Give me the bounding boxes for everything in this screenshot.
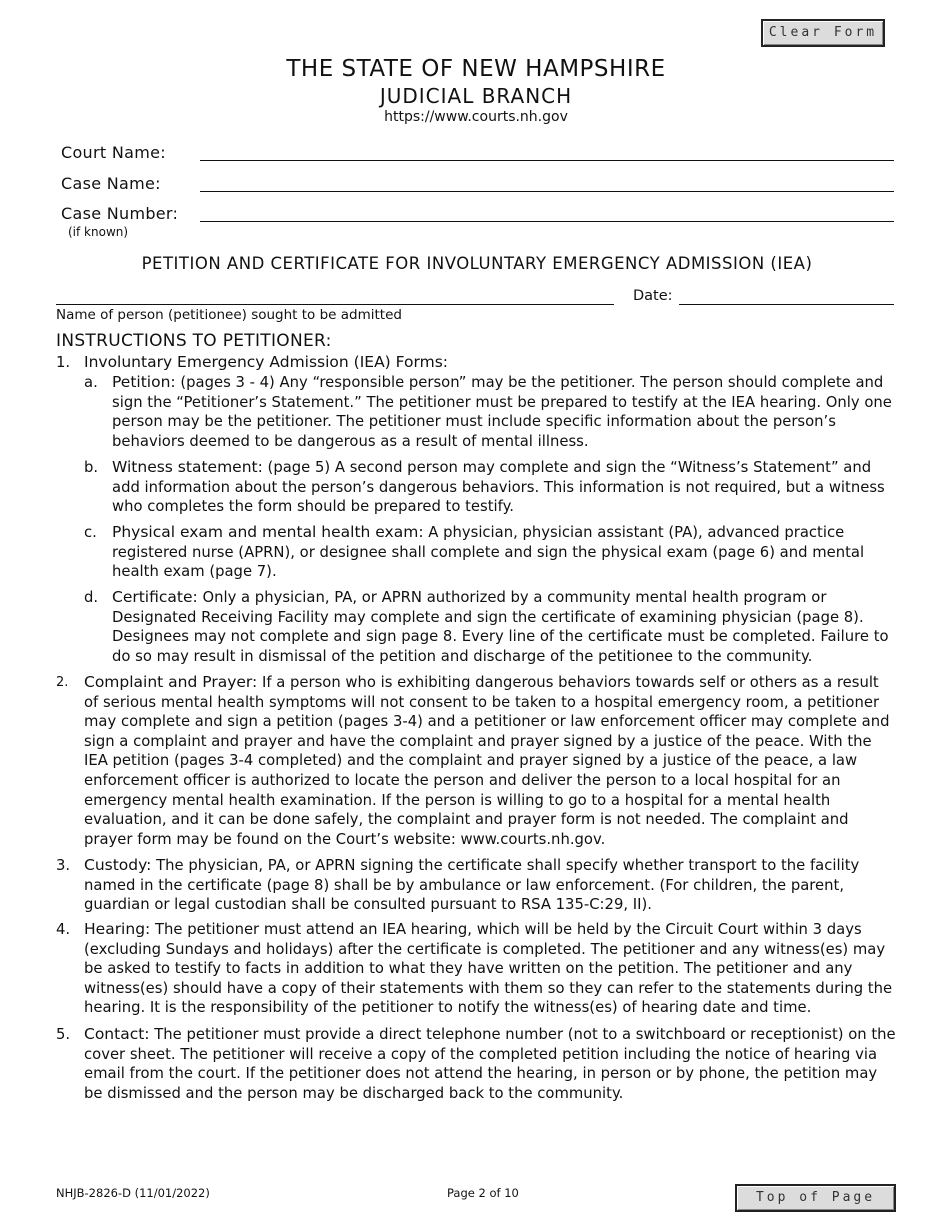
item-number: 1. bbox=[56, 354, 71, 371]
instructions-heading: INSTRUCTIONS TO PETITIONER: bbox=[56, 331, 332, 351]
case-number-label: Case Number: bbox=[61, 204, 179, 223]
item-text: The petitioner must provide a direct telephone number (not to a switchboard or receptionist) on the cover sheet. The petitioner will receive a copy of the completed petition including the notice of hearing via email from the court. If the petitioner does not attend the hearing, in person or by phone, the petition may be dismissed and the person may be discharged back to the community. bbox=[84, 1026, 896, 1102]
item-label: Hearing: bbox=[84, 920, 151, 938]
sub-letter: b. bbox=[84, 459, 99, 476]
sub-letter: d. bbox=[84, 589, 99, 606]
date-field[interactable] bbox=[679, 304, 894, 305]
item-number: 5. bbox=[56, 1026, 71, 1043]
court-url: https://www.courts.nh.gov bbox=[384, 109, 568, 125]
sub-label: Petition: bbox=[112, 373, 176, 391]
if-known-note: (if known) bbox=[68, 225, 129, 239]
item-number: 3. bbox=[56, 857, 71, 874]
branch-title: JUDICIAL BRANCH bbox=[379, 84, 573, 108]
petitionee-name-field[interactable] bbox=[56, 304, 614, 305]
petitionee-label: Name of person (petitionee) sought to be admitted bbox=[56, 307, 402, 323]
court-name-field[interactable] bbox=[200, 160, 894, 161]
item-label: Complaint and Prayer: bbox=[84, 673, 258, 691]
form-title: PETITION AND CERTIFICATE FOR INVOLUNTARY EMERGENCY ADMISSION (IEA) bbox=[141, 254, 813, 273]
item-number: 2. bbox=[56, 675, 69, 690]
form-code: NHJB-2826-D (11/01/2022) bbox=[56, 1186, 210, 1200]
top-of-page-button[interactable]: Top of Page bbox=[735, 1184, 896, 1212]
sub-text: A physician, physician assistant (PA), advanced practice registered nurse (APRN), or designee shall complete and sign the physical exam (page 6) and mental health exam (page 7). bbox=[112, 524, 865, 581]
sub-text: (page 5) A second person may complete and sign the “Witness’s Statement” and add information about the person’s dangerous behaviors. This information is not required, but a witness who completes the form should be prepared to testify. bbox=[112, 459, 885, 516]
item-label: Custody: bbox=[84, 856, 152, 874]
item-text: If a person who is exhibiting dangerous behaviors towards self or others as a result of serious mental health symptoms will not consent to be taken to a hospital emergency room, a petitioner may complete and sign a petition (pages 3-4) and a petitioner or law enforcement officer may complete and sign a complaint and prayer and have the complaint and prayer signed by a justice of the peace. With the IEA petition (pages 3-4 completed) and the complaint and prayer signed by a justice of the peace, a law enforcement officer is authorized to locate the person and deliver the person to a local hospital for an emergency mental health examination. If the person is willing to go to a hospital for a mental health evaluation, and it can be done safely, the complaint and prayer form is not needed. The complaint and prayer form may be found on the Court’s website: www.courts.nh.gov. bbox=[84, 674, 890, 848]
sub-letter: c. bbox=[84, 524, 97, 541]
clear-form-button[interactable]: Clear Form bbox=[761, 19, 885, 47]
item-text: The physician, PA, or APRN signing the certificate shall specify whether transport to the facility named in the certificate (page 8) shall be by ambulance or law enforcement. (For children, the parent, guardian or legal custodian shall be consulted pursuant to RSA 135-C:29, II). bbox=[84, 857, 860, 914]
date-label: Date: bbox=[633, 288, 673, 304]
item-number: 4. bbox=[56, 921, 71, 938]
case-number-field[interactable] bbox=[200, 221, 894, 222]
item-label: Involuntary Emergency Admission (IEA) Forms: bbox=[84, 353, 449, 371]
state-title: THE STATE OF NEW HAMPSHIRE bbox=[286, 56, 666, 82]
sub-letter: a. bbox=[84, 374, 98, 391]
item-label: Contact: bbox=[84, 1025, 150, 1043]
sub-text: Only a physician, PA, or APRN authorized by a community mental health program or Designated Receiving Facility may complete and sign the certificate of examining physician (page 8). Designees may not complete and sign page 8. Every line of the certificate must be completed. Failure to do so may result in dismissal of the petition and discharge of the petitionee to the community. bbox=[112, 589, 889, 665]
case-name-label: Case Name: bbox=[61, 174, 161, 193]
court-name-label: Court Name: bbox=[61, 143, 166, 162]
page-number: Page 2 of 10 bbox=[447, 1186, 519, 1200]
sub-text: (pages 3 - 4) Any “responsible person” may be the petitioner. The person should complete and sign the “Petitioner’s Statement.” The petitioner must be prepared to testify at the IEA hearing. Only one person may be the petitioner. The petitioner must include specific information about the person’s behaviors deemed to be dangerous as a result of mental illness. bbox=[112, 374, 892, 450]
case-name-field[interactable] bbox=[200, 191, 894, 192]
sub-label: Witness statement: bbox=[112, 458, 263, 476]
sub-label: Physical exam and mental health exam: bbox=[112, 523, 424, 541]
sub-label: Certificate: bbox=[112, 588, 198, 606]
item-text: The petitioner must attend an IEA hearing, which will be held by the Circuit Court within 3 days (excluding Sundays and holidays) after the certificate is completed. The petitioner and any witness(es) may be asked to testify to facts in addition to what they have written on the petition. The petitioner and any witness(es) should have a copy of their statements with them so they can refer to the statements during the hearing. It is the responsibility of the petitioner to notify the witness(es) of hearing date and time. bbox=[84, 921, 893, 1017]
